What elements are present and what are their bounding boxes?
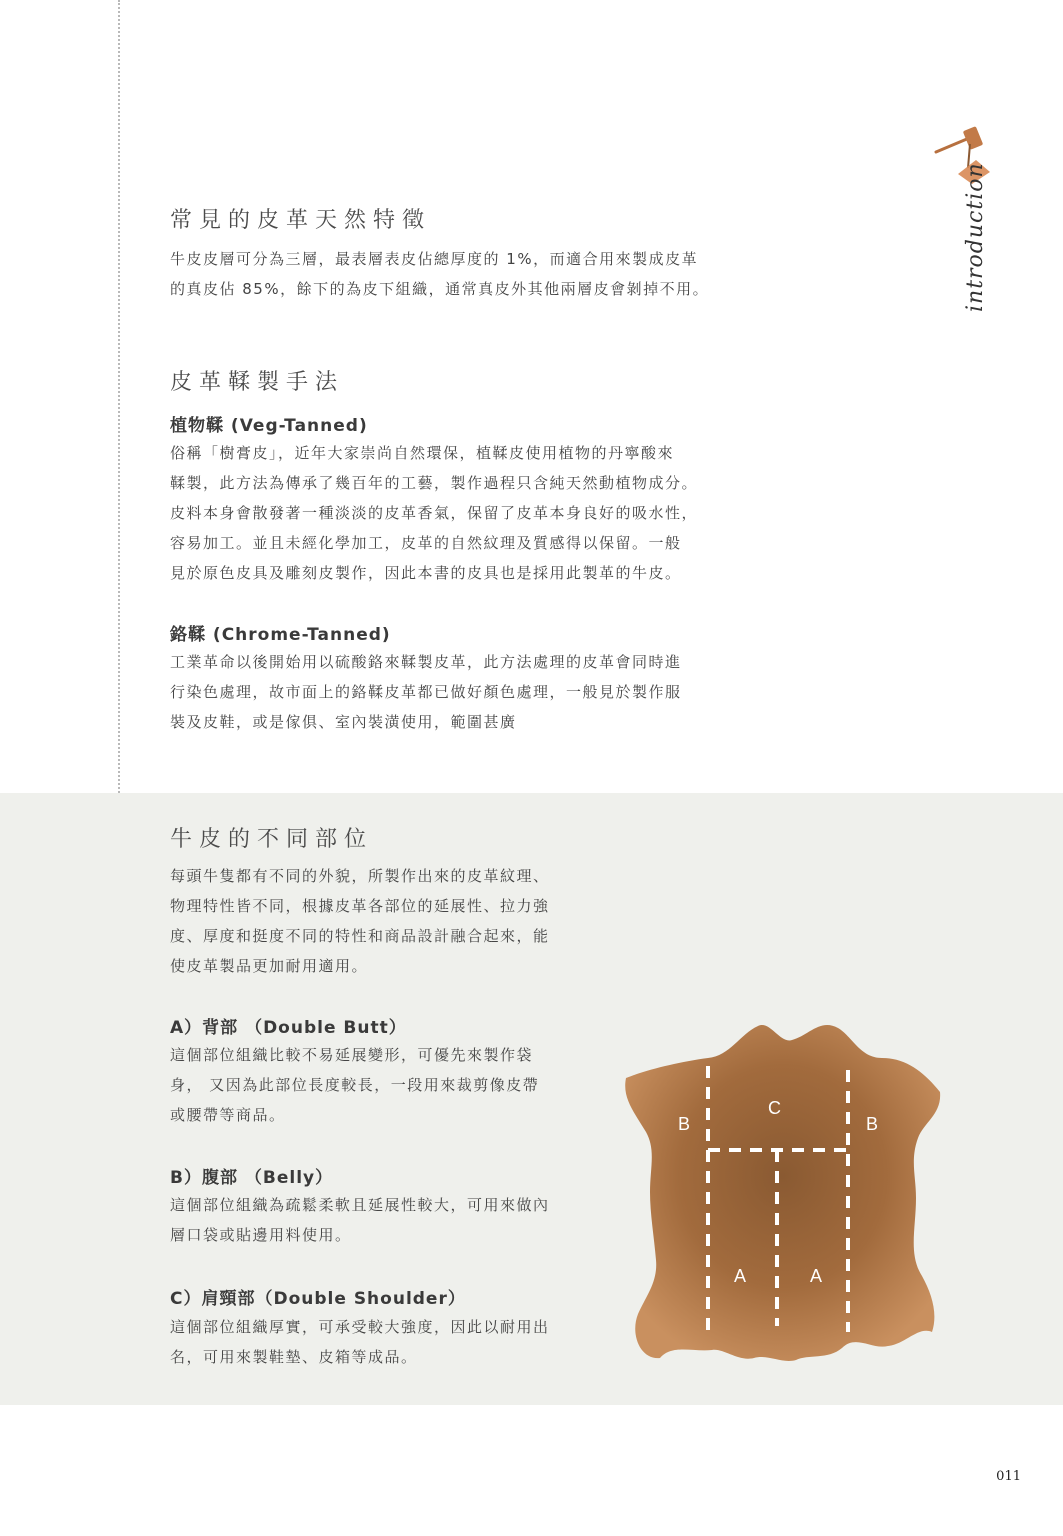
features-paragraph: 牛皮皮層可分為三層，最表層表皮佔總厚度的 1%，而適合用來製成皮革 的真皮佔 85%，餘下的為皮下組織，通常真皮外其他兩層皮會剝掉不用。 (170, 250, 710, 298)
label-a-left: A (734, 1266, 747, 1286)
part-a-heading: A）背部 （Double Butt） (170, 1018, 407, 1038)
page-number: 011 (996, 1469, 1021, 1484)
chrome-tanned-paragraph: 工業革命以後開始用以硫酸鉻來鞣製皮革，此方法處理的皮革會同時進 行染色處理，故市面上的鉻鞣皮革都已做好顏色處理，一般見於製作服 裝及皮鞋，或是傢俱、室內裝潢使用，範圍甚廣 (170, 653, 682, 731)
part-a-paragraph: 這個部位組織比較不易延展變形，可優先來製作袋 身， 又因為此部位長度較長，一段用來裁剪像皮帶 或腰帶等商品。 (170, 1046, 540, 1124)
part-b-paragraph: 這個部位組織為疏鬆柔軟且延展性較大，可用來做內 層口袋或貼邊用料使用。 (170, 1196, 550, 1244)
section-side-label: introduction (963, 162, 988, 312)
tanning-title: 皮革鞣製手法 (170, 370, 345, 395)
chrome-tanned-subtitle: 鉻鞣 (Chrome-Tanned) (170, 625, 391, 645)
label-c: C (768, 1098, 781, 1118)
label-b-right: B (866, 1114, 879, 1134)
part-c-paragraph: 這個部位組織厚實，可承受較大強度，因此以耐用出 名，可用來製鞋墊、皮箱等成品。 (170, 1318, 550, 1366)
label-b-left: B (678, 1114, 691, 1134)
veg-tanned-subtitle: 植物鞣 (Veg-Tanned) (170, 416, 368, 436)
label-a-right: A (810, 1266, 823, 1286)
part-c-heading: C）肩頸部（Double Shoulder） (170, 1289, 466, 1309)
cowhide-parts-diagram (620, 1014, 945, 1366)
margin-dotted-rule (118, 0, 120, 793)
cowhide-shape (625, 1025, 940, 1361)
features-title: 常見的皮革天然特徵 (170, 208, 432, 233)
veg-tanned-paragraph: 俗稱「樹膏皮」，近年大家崇尚自然環保，植鞣皮使用植物的丹寧酸來 鞣製，此方法為傳承了幾百年的工藝，製作過程只含純天然動植物成分。 皮料本身會散發著一種淡淡的皮革香氣，保留了皮革本身良好的吸水性， 容易加工。並且未經化學加工，皮革的自然紋理及質感得以保留。一般 見於原色皮具及雕刻皮製作，因此本書的皮具也是採用此製革的牛皮。 (170, 444, 699, 582)
part-b-heading: B）腹部 （Belly） (170, 1168, 334, 1188)
parts-intro-paragraph: 每頭牛隻都有不同的外貌，所製作出來的皮革紋理、 物理特性皆不同，根據皮革各部位的延展性、拉力強 度、厚度和挺度不同的特性和商品設計融合起來，能 使皮革製品更加耐用適用。 (170, 867, 550, 975)
parts-title: 牛皮的不同部位 (170, 827, 374, 852)
